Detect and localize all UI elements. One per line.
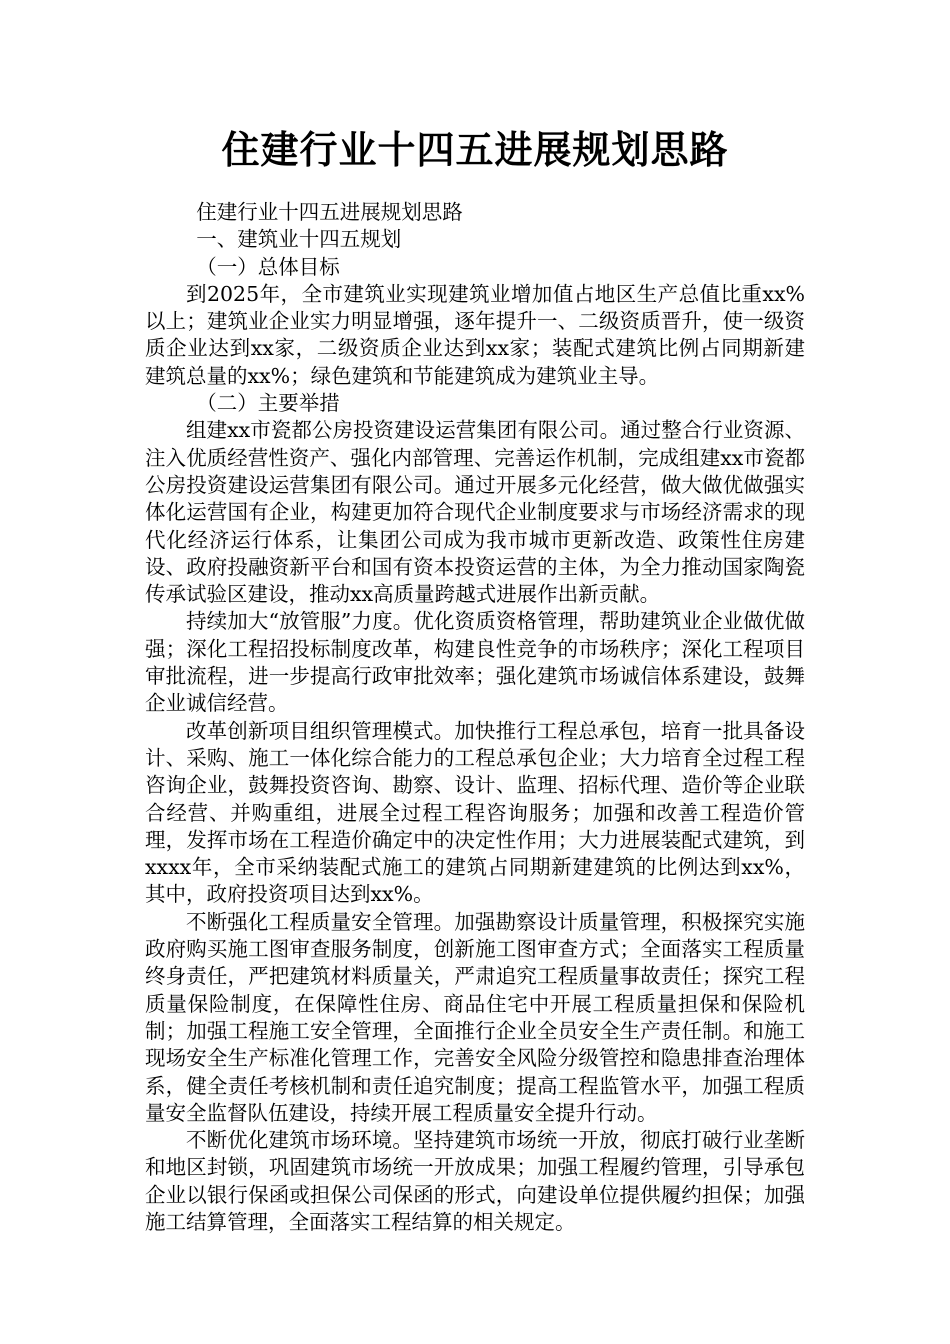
subsection-heading: （一）总体目标 — [196, 254, 340, 279]
subsection-heading: （二）主要举措 — [196, 391, 340, 416]
paragraph: 到2025年，全市建筑业实现建筑业增加值占地区生产总值比重xx%以上；建筑业企业实力明显增强，逐年提升一、二级资质晋升，使一级资质企业达到xx家，二级资质企业达到xx家；装配式建筑比例占同期新建建筑总量的xx%；绿色建筑和节能建筑成为建筑业主导。 — [145, 281, 805, 388]
paragraph: 不断优化建筑市场环境。坚持建筑市场统一开放，彻底打破行业垄断和地区封锁，巩固建筑市场统一开放成果；加强工程履约管理，引导承包企业以银行保函或担保公司保函的形式，向建设单位提供履约担保；加强施工结算管理，全面落实工程结算的相关规定。 — [145, 1128, 805, 1234]
document-body — [145, 199, 805, 1236]
paragraph: 改革创新项目组织管理模式。加快推行工程总承包，培育一批具备设计、采购、施工一体化综合能力的工程总承包企业；大力培育全过程工程咨询企业，鼓舞投资咨询、勘察、设计、监理、招标代理、造价等企业联合经营、并购重组，进展全过程工程咨询服务；加强和改善工程造价管理，发挥市场在工程造价确定中的决定性作用；大力进展装配式建筑，到xxxx年，全市采纳装配式施工的建筑占同期新建建筑的比例达到xx%，其中，政府投资项目达到xx%。 — [145, 718, 805, 907]
document-title: 住建行业十四五进展规划思路 — [221, 128, 729, 172]
section-heading: 一、建筑业十四五规划 — [196, 227, 402, 252]
subtitle-line: 住建行业十四五进展规划思路 — [196, 200, 463, 224]
paragraph: 不断强化工程质量安全管理。加强勘察设计质量管理，积极探究实施政府购买施工图审查服务制度，创新施工图审查方式；全面落实工程质量终身责任，严把建筑材料质量关，严肃追究工程质量事故责任；探究工程质量保险制度，在保障性住房、商品住宅中开展工程质量担保和保险机制；加强工程施工安全管理，全面推行企业全员安全生产责任制。和施工现场安全生产标准化管理工作，完善安全风险分级管控和隐患排查治理体系，健全责任考核机制和责任追究制度；提高工程监管水平，加强工程质量安全监督队伍建设，持续开展工程质量安全提升行动。 — [145, 909, 805, 1125]
paragraph: 持续加大“放管服”力度。优化资质资格管理，帮助建筑业企业做优做强；深化工程招投标制度改革，构建良性竞争的市场秩序；深化工程项目审批流程，进一步提高行政审批效率；强化建筑市场诚信体系建设，鼓舞企业诚信经营。 — [145, 609, 805, 716]
paragraph: 组建xx市瓷都公房投资建设运营集团有限公司。通过整合行业资源、注入优质经营性资产、强化内部管理、完善运作机制，完成组建xx市瓷都公房投资建设运营集团有限公司。通过开展多元化经营，做大做优做强实体化运营国有企业，构建更加符合现代企业制度要求与市场经济需求的现代化经济运行体系，让集团公司成为我市城市更新改造、政策性住房建设、政府投融资新平台和国有资本投资运营的主体，为全力推动国家陶瓷传承试验区建设，推动xx高质量跨越式进展作出新贡献。 — [145, 418, 805, 607]
